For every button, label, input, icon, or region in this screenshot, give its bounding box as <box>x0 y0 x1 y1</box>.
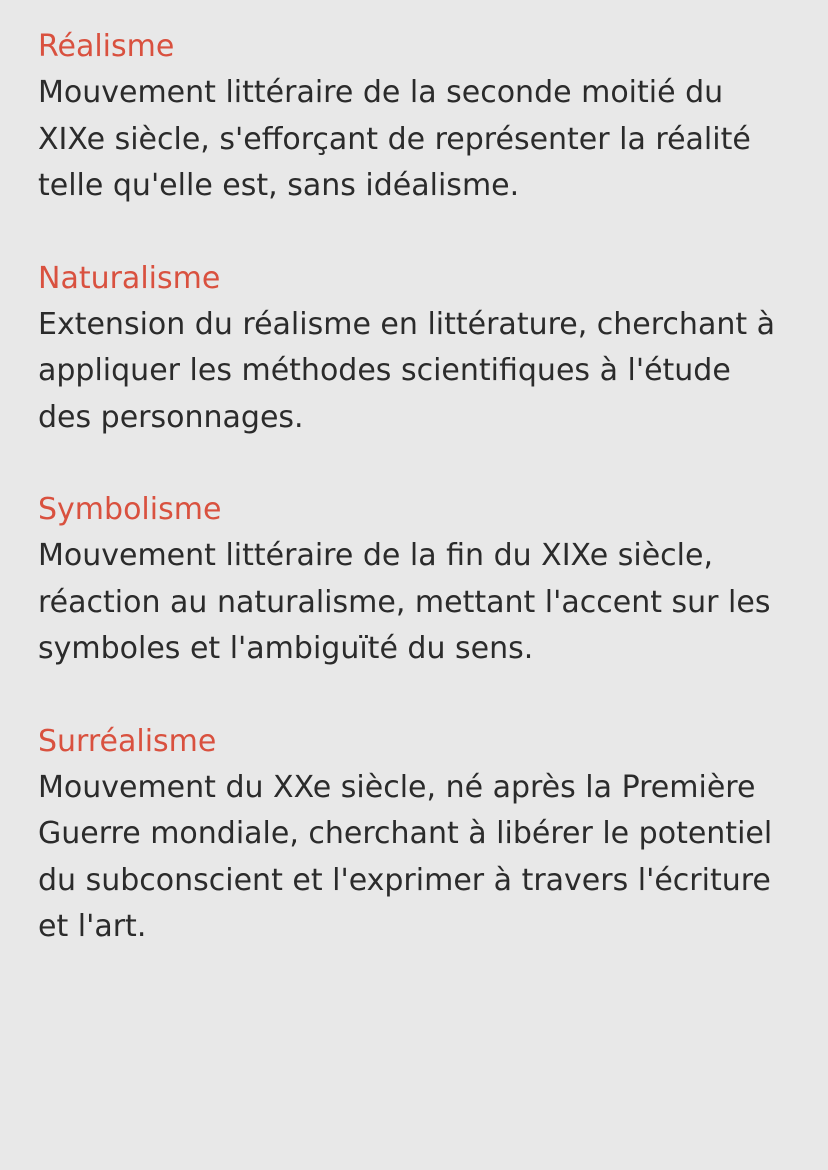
definition-line: et l'art. <box>38 909 147 944</box>
definition-line: telle qu'elle est, sans idéalisme. <box>38 168 520 203</box>
term-definition <box>38 765 798 951</box>
term-title: Symbolisme <box>38 492 222 527</box>
definition-line: XIXe siècle, s'efforçant de représenter la réalité <box>38 121 751 157</box>
glossary <box>38 24 798 997</box>
definition-line: des personnages. <box>38 399 304 435</box>
term-definition <box>38 533 798 673</box>
definition-line: Guerre mondiale, cherchant à libérer le potentiel <box>38 816 773 851</box>
term-definition <box>38 70 798 210</box>
glossary-entry-naturalisme <box>38 256 798 442</box>
definition-line: Mouvement littéraire de la fin du XIXe siècle, <box>38 538 713 573</box>
definition-line: Mouvement du XXe siècle, né après la Première <box>38 769 756 805</box>
definition-line: appliquer les méthodes scientifiques à l'étude <box>38 353 731 388</box>
definition-line: Extension du réalisme en littérature, cherchant à <box>38 306 776 342</box>
glossary-entry-symbolisme <box>38 487 798 673</box>
definition-line: réaction au naturalisme, mettant l'accent sur les <box>38 584 771 620</box>
term-title: Réalisme <box>38 29 175 64</box>
definition-line: Mouvement littéraire de la seconde moitié du <box>38 75 724 110</box>
glossary-entry-surrealisme <box>38 719 798 951</box>
glossary-entry-realisme <box>38 24 798 210</box>
definition-line: du subconscient et l'exprimer à travers l'écriture <box>38 862 771 898</box>
term-definition <box>38 302 798 442</box>
term-title: Naturalisme <box>38 260 221 296</box>
definition-line: symboles et l'ambiguïté du sens. <box>38 631 534 666</box>
term-title: Surréalisme <box>38 723 217 759</box>
